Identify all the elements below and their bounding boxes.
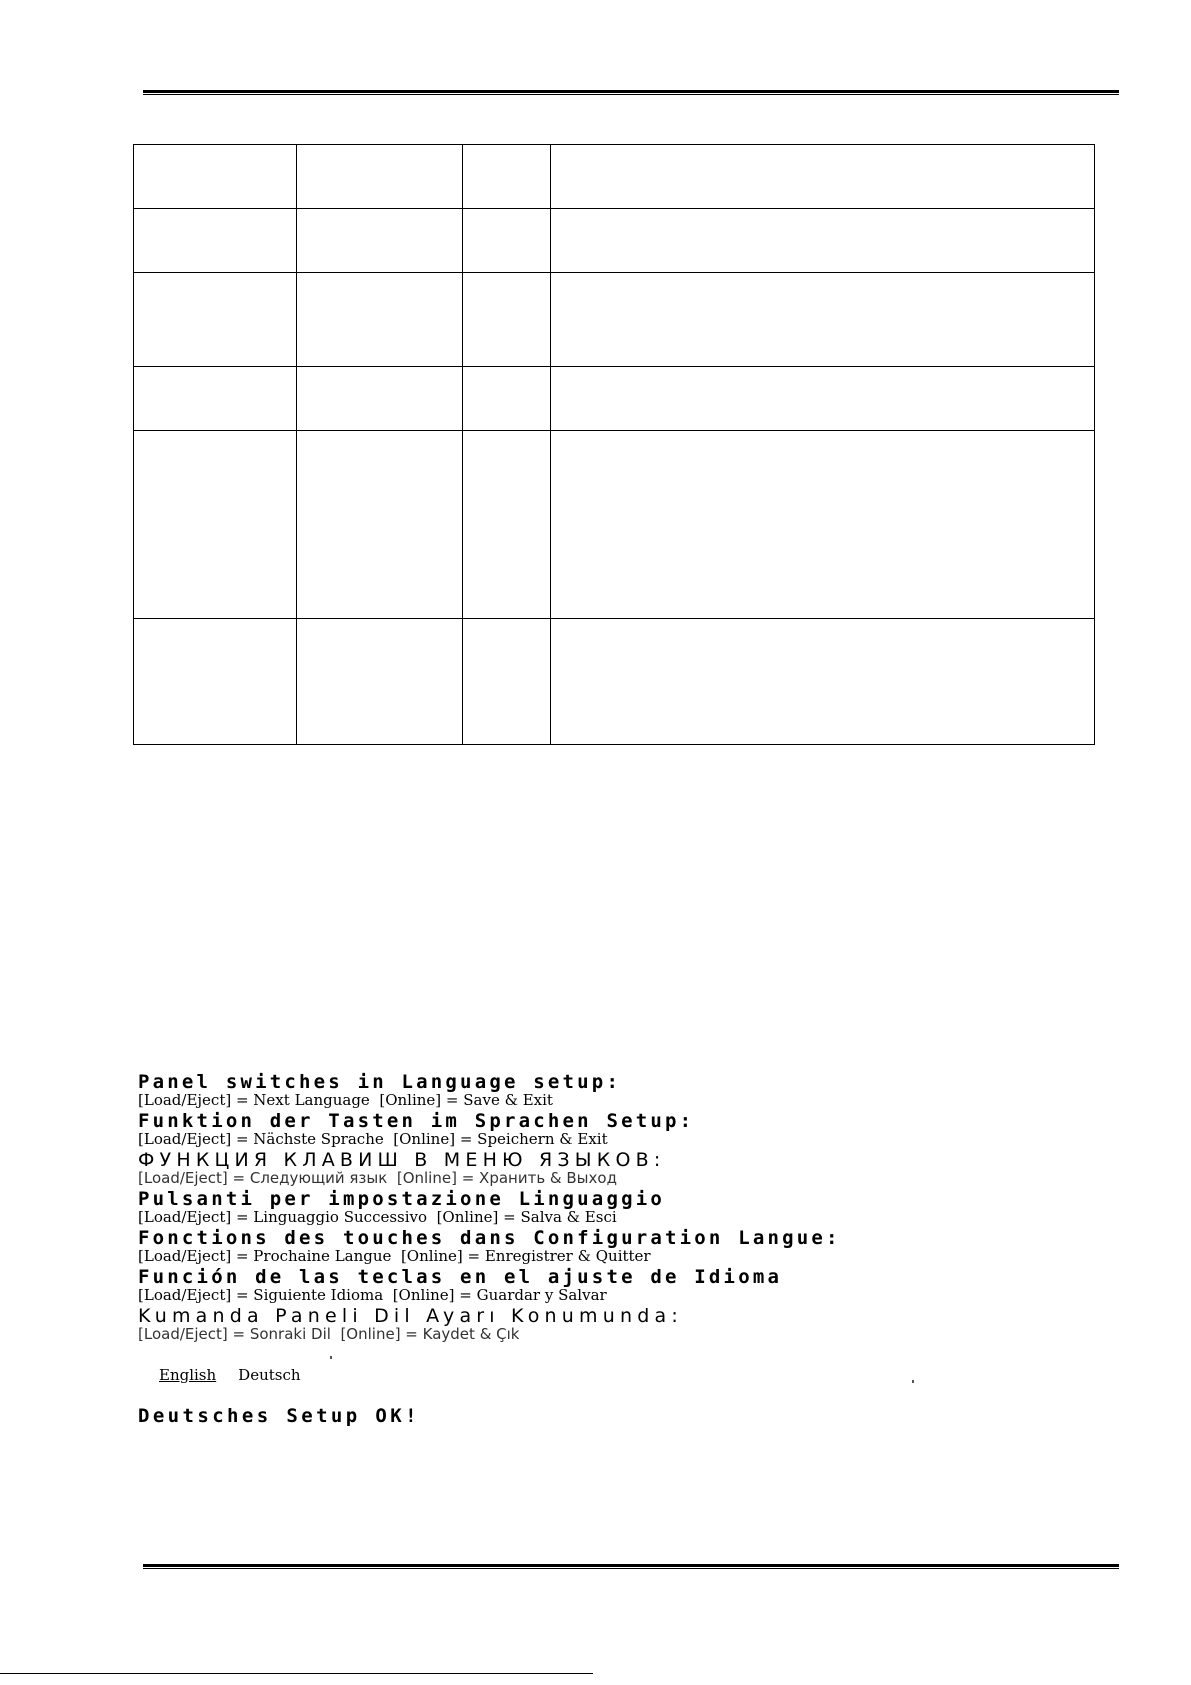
- footer-rule: [143, 1564, 1119, 1569]
- print-speck: [330, 1356, 332, 1359]
- header-rule: [143, 90, 1119, 95]
- table-row: [134, 209, 1095, 273]
- printout-heading-spanish: Función de las teclas en el ajuste de Idioma: [138, 1266, 783, 1288]
- printout-heading-german: Funktion der Tasten im Sprachen Setup:: [138, 1110, 695, 1132]
- printout-keys-german: [Load/Eject] = Nächste Sprache [Online] = Speichern & Exit: [138, 1130, 608, 1148]
- printout-keys-italian: [Load/Eject] = Linguaggio Successivo [Online] = Salva & Esci: [138, 1208, 617, 1226]
- table-row: [134, 273, 1095, 367]
- table-row: [134, 145, 1095, 209]
- print-speck: [912, 1380, 914, 1383]
- setup-result-message: Deutsches Setup OK!: [138, 1405, 420, 1427]
- language-option-selected: English: [159, 1366, 217, 1384]
- printout-keys-turkish: [Load/Eject] = Sonraki Dil [Online] = Kaydet & Çık: [138, 1325, 520, 1343]
- table-row: [134, 367, 1095, 431]
- table-row: [134, 619, 1095, 745]
- printout-heading-english: Panel switches in Language setup:: [138, 1071, 622, 1093]
- language-option: Deutsch: [238, 1366, 301, 1384]
- printer-language-printout: [138, 1073, 1098, 1346]
- printout-keys-russian: [Load/Eject] = Следующий язык [Online] = Хранить & Выход: [138, 1169, 617, 1187]
- language-choice-list: [159, 1366, 301, 1384]
- printout-heading-russian: ФУНКЦИЯ КЛАВИШ В МЕНЮ ЯЗЫКОВ:: [138, 1149, 666, 1171]
- printout-heading-italian: Pulsanti per impostazione Linguaggio: [138, 1188, 666, 1210]
- table-row: [134, 431, 1095, 619]
- printout-keys-english: [Load/Eject] = Next Language [Online] = Save & Exit: [138, 1091, 553, 1109]
- printout-keys-spanish: [Load/Eject] = Siguiente Idioma [Online] = Guardar y Salvar: [138, 1286, 607, 1304]
- printout-heading-french: Fonctions des touches dans Configuration Langue:: [138, 1227, 841, 1249]
- footnote-rule: [0, 1673, 593, 1674]
- printout-heading-turkish: Kumanda Paneli Dil Ayarı Konumunda:: [138, 1305, 683, 1327]
- empty-table: [133, 144, 1095, 745]
- printout-keys-french: [Load/Eject] = Prochaine Langue [Online] = Enregistrer & Quitter: [138, 1247, 651, 1265]
